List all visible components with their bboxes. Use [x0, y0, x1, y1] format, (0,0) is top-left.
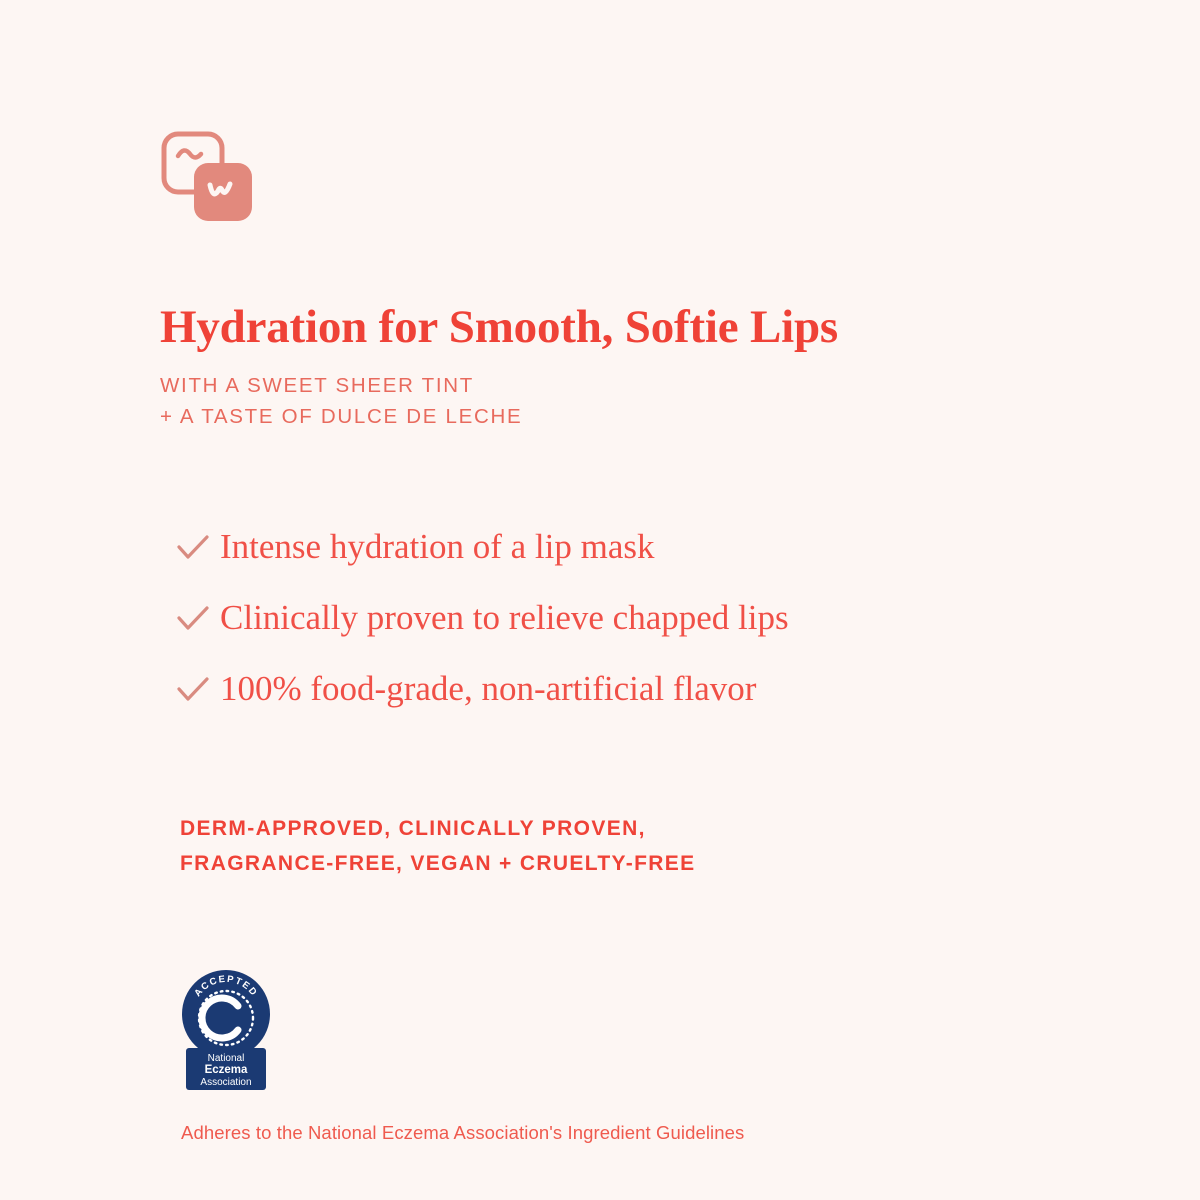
list-item [176, 583, 1176, 654]
benefit-label: Intense hydration of a lip mask [220, 527, 655, 567]
svg-text:ACCEPTED: ACCEPTED [192, 973, 260, 999]
svg-text:Association: Association [200, 1077, 252, 1088]
claims-block [180, 812, 1160, 881]
claims-line-2: FRAGRANCE-FREE, VEGAN + CRUELTY-FREE [180, 851, 696, 875]
check-icon [176, 676, 220, 704]
list-item [176, 512, 1176, 583]
claims-line-1: DERM-APPROVED, CLINICALLY PROVEN, [180, 817, 646, 840]
svg-text:Eczema: Eczema [204, 1064, 248, 1076]
subtitle-line-1: WITH A SWEET SHEER TINT [160, 374, 474, 398]
list-item [176, 654, 1176, 725]
seal-footnote: Adheres to the National Eczema Association's Ingredient Guidelines [181, 1122, 745, 1143]
brand-logo [160, 130, 270, 225]
benefit-label: Clinically proven to relieve chapped lips [220, 598, 789, 638]
check-icon [176, 605, 220, 633]
softlips-cube-logo-icon [160, 130, 270, 225]
headline-block [160, 300, 1120, 432]
svg-text:National: National [207, 1053, 245, 1064]
benefits-list [176, 512, 1176, 725]
subtitle [160, 371, 1120, 432]
benefit-label: 100% food-grade, non-artificial flavor [220, 669, 757, 709]
check-icon [176, 534, 220, 562]
national-eczema-association-seal [180, 968, 272, 1093]
page-title: Hydration for Smooth, Softie Lips [160, 301, 838, 353]
subtitle-line-2: + A TASTE OF DULCE DE LECHE [160, 404, 523, 428]
